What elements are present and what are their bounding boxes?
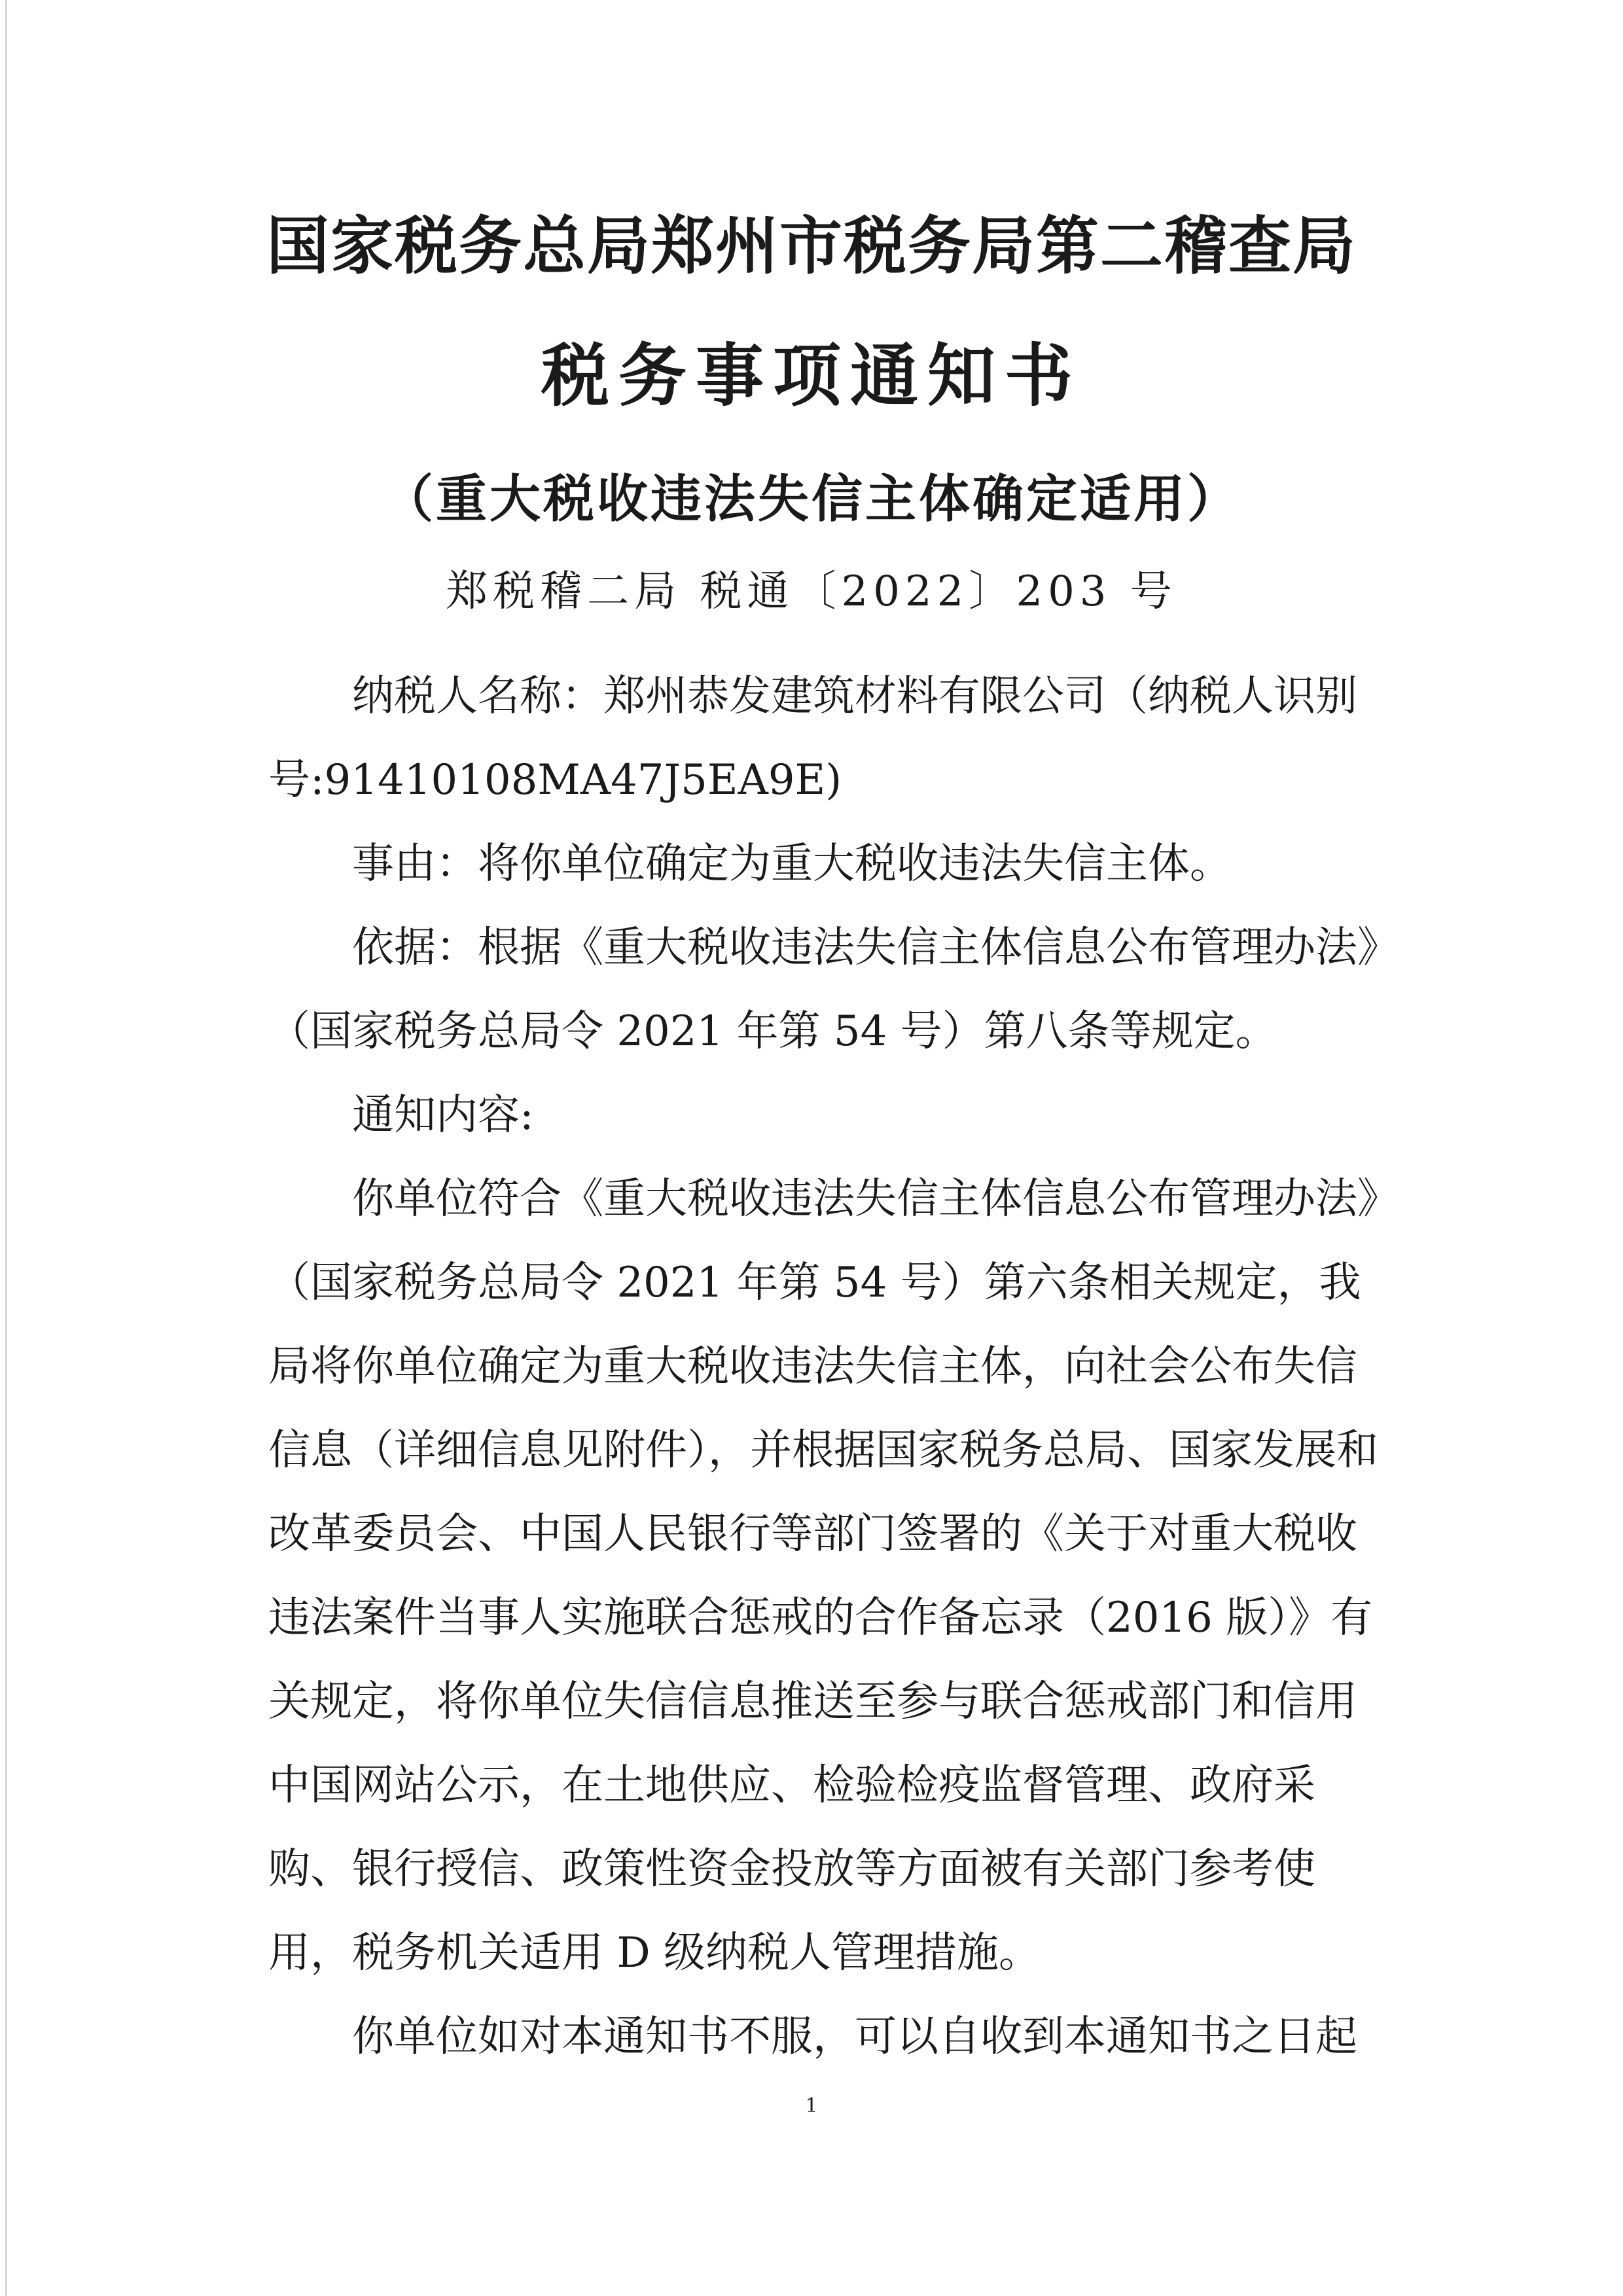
reason-paragraph: 事由：将你单位确定为重大税收违法失信主体。 [352,840,1232,888]
page-number: 1 [805,2094,818,2117]
notice-content-paragraph: 你单位符合《重大税收违法失信主体信息公布管理办法》（国家税务总局令 2021 年第 54 号）第六条相关规定，我局将你单位确定为重大税收违法失信主体，向社会公布失信信息（详细信息见附件），并根据国家税务总局、国家发展和改革委员会、中国人民银行等部门签署的《关于对重大税收违法案件当事人实施联合惩戒的合作备忘录（2016 版）》有关规定，将你单位失信信息推送至参与联合惩戒部门和信用中国网站公示，在土地供应、检验检疫监督管理、政府采购、银行授信、政策性资金投放等方面被有关部门参考使用，税务机关适用 D 级纳税人管理措施。 [268,1175,1378,1977]
agency-title: 国家税务总局郑州市税务局第二稽查局 [266,209,1357,283]
basis-paragraph: 依据：根据《重大税收违法失信主体信息公布管理办法》（国家税务总局令 2021 年第 54 号）第八条等规定。 [268,924,1378,1056]
document-title: 税务事项通知书 [541,336,1082,416]
taxpayer-paragraph: 纳税人名称：郑州恭发建筑材料有限公司（纳税人识别号:91410108MA47J5EA9E) [268,672,1357,804]
notice-label: 通知内容: [352,1091,534,1139]
document-number: 郑税稽二局 税通〔2022〕203 号 [446,567,1177,616]
document-subtitle: （重大税收违法失信主体确定适用） [382,470,1241,529]
appeal-paragraph: 你单位如对本通知书不服，可以自收到本通知书之日起 [352,2013,1357,2061]
document-body [268,655,1394,2079]
